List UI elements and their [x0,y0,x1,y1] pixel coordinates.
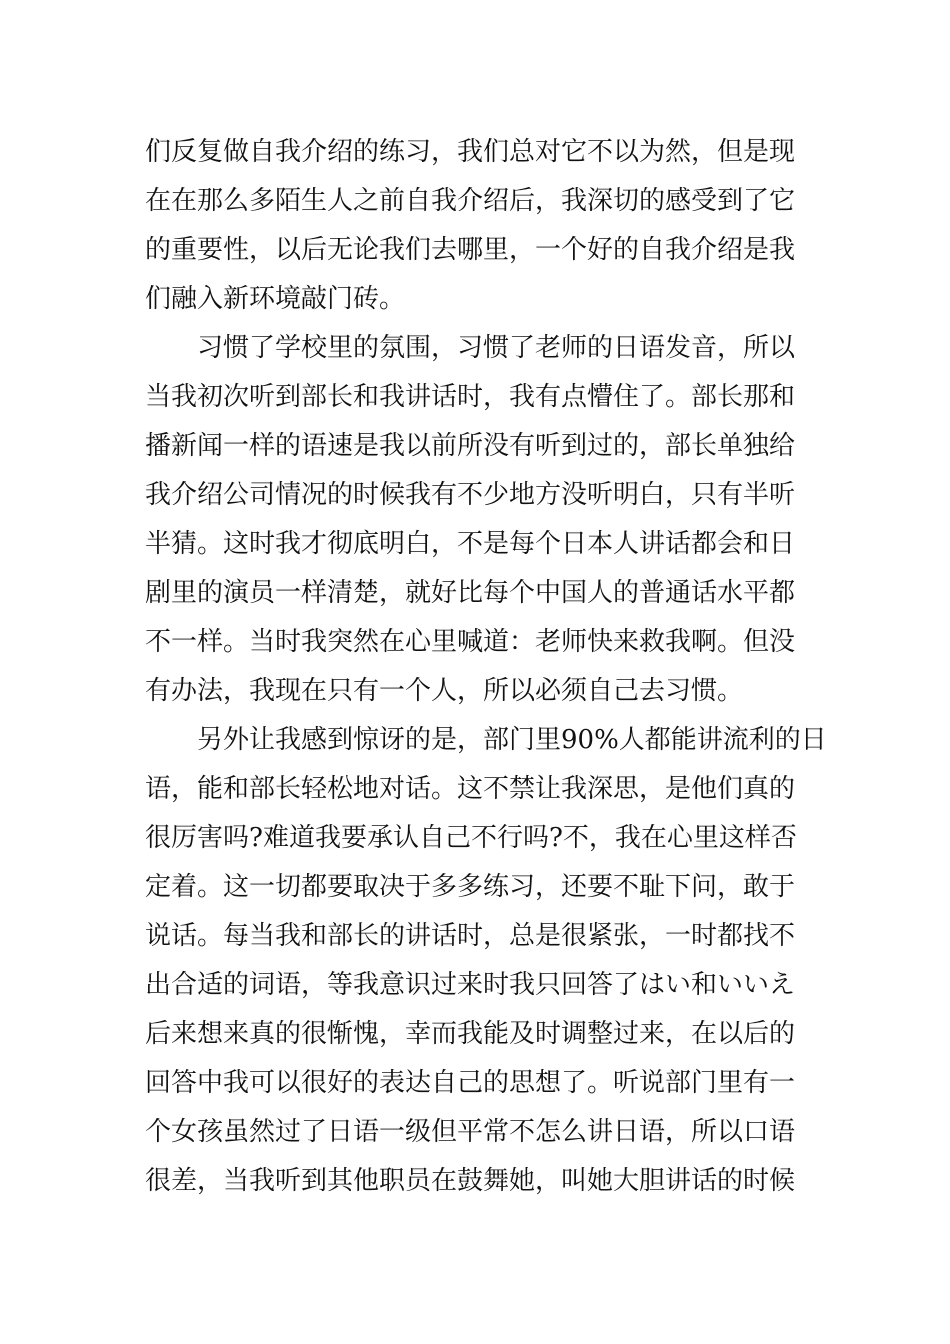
text-line: 当我初次听到部长和我讲话时，我有点懵住了。部长那和 [145,382,796,412]
text-line: 后来想来真的很惭愧，幸而我能及时调整过来，在以后的 [145,1019,796,1049]
text-line: 播新闻一样的语速是我以前所没有听到过的，部长单独给 [145,431,796,461]
text-line: 在在那么多陌生人之前自我介绍后，我深切的感受到了它 [145,186,796,216]
text-line: 另外让我感到惊讶的是，部门里90%人都能讲流利的日 [197,725,827,755]
text-line: 我介绍公司情况的时候我有不少地方没听明白，只有半听 [145,480,796,510]
text-line: 剧里的演员一样清楚，就好比每个中国人的普通话水平都 [145,578,796,608]
text-line: 有办法，我现在只有一个人，所以必须自己去习惯。 [145,676,744,706]
text-line: 半猜。这时我才彻底明白，不是每个日本人讲话都会和日 [145,529,796,559]
text-line: 个女孩虽然过了日语一级但平常不怎么讲日语，所以口语 [145,1117,796,1147]
paragraph-3 [145,716,827,1206]
text-line: 习惯了学校里的氛围，习惯了老师的日语发音，所以 [197,333,796,363]
text-line: 很差，当我听到其他职员在鼓舞她，叫她大胆讲话的时候 [145,1166,796,1196]
text-line: 的重要性，以后无论我们去哪里，一个好的自我介绍是我 [145,235,796,265]
text-line: 语，能和部长轻松地对话。这不禁让我深思，是他们真的 [145,774,796,804]
text-line: 回答中我可以很好的表达自己的思想了。听说部门里有一 [145,1068,796,1098]
text-line: 定着。这一切都要取决于多多练习，还要不耻下问，敢于 [145,872,796,902]
document-body [145,128,827,1206]
paragraph-1 [145,128,810,324]
text-line: 说话。每当我和部长的讲话时，总是很紧张，一时都找不 [145,921,796,951]
text-line: 不一样。当时我突然在心里喊道：老师快来救我啊。但没 [145,627,796,657]
text-line: 出合适的词语，等我意识过来时我只回答了はい和いいえ [145,970,796,1000]
paragraph-2 [145,324,810,716]
text-line: 很厉害吗?难道我要承认自己不行吗?不，我在心里这样否 [145,823,797,853]
text-line: 们融入新环境敲门砖。 [145,284,406,314]
text-line: 们反复做自我介绍的练习，我们总对它不以为然，但是现 [145,137,796,167]
